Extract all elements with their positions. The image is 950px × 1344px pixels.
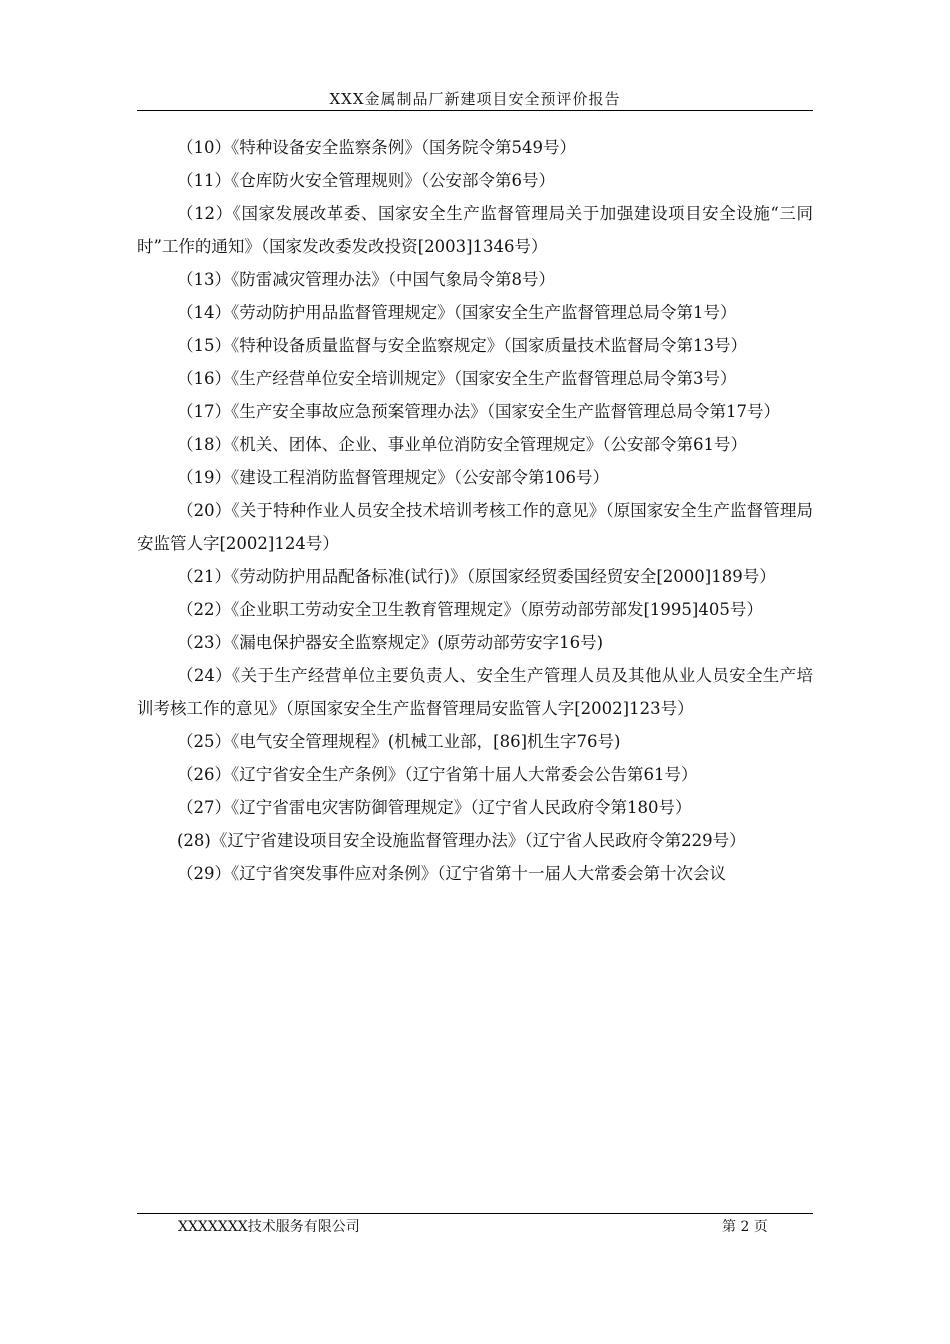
list-item: （27）《辽宁省雷电灾害防御管理规定》（辽宁省人民政府令第180号） <box>177 798 692 817</box>
list-item: （23）《漏电保护器安全监察规定》(原劳动部劳安字16号) <box>177 633 604 652</box>
list-item: （12）《国家发展改革委、国家安全生产监督管理局关于加强建设项目安全设施“三同时”工作的通知》（国家发改委发改投资[2003]1346号） <box>137 204 813 256</box>
list-item: （17）《生产安全事故应急预案管理办法》（国家安全生产监督管理总局令第17号） <box>177 402 780 421</box>
list-item: （29）《辽宁省突发事件应对条例》（辽宁省第十一届人大常委会第十次会议 <box>177 864 726 883</box>
footer-company-name: XXXXXXX技术服务有限公司 <box>178 1219 360 1235</box>
list-item: （13）《防雷减灾管理办法》（中国气象局令第8号） <box>177 270 555 289</box>
page-header-title: XXX金属制品厂新建项目安全预评价报告 <box>329 90 621 108</box>
list-item: （24）《关于生产经营单位主要负责人、安全生产管理人员及其他从业人员安全生产培训考核工作的意见》（原国家安全生产监督管理局安监管人字[2002]123号） <box>137 666 813 718</box>
page-number: 第 2 页 <box>722 1219 768 1235</box>
list-item: (28)《辽宁省建设项目安全设施监督管理办法》（辽宁省人民政府令第229号） <box>177 831 746 850</box>
list-item: （26）《辽宁省安全生产条例》（辽宁省第十届人大常委会公告第61号） <box>177 765 698 784</box>
list-item: （11）《仓库防火安全管理规则》（公安部令第6号） <box>177 171 555 190</box>
list-item: （21）《劳动防护用品配备标准(试行)》（原国家经贸委国经贸安全[2000]189号） <box>177 567 776 586</box>
list-item: （19）《建设工程消防监督管理规定》（公安部令第106号） <box>177 468 609 487</box>
footer-divider <box>137 1213 813 1214</box>
list-item: （20）《关于特种作业人员安全技术培训考核工作的意见》（原国家安全生产监督管理局安监管人字[2002]124号） <box>137 501 813 553</box>
header-divider <box>137 110 813 111</box>
list-item: （10）《特种设备安全监察条例》（国务院令第549号） <box>177 138 576 157</box>
list-item: （15）《特种设备质量监督与安全监察规定》（国家质量技术监督局令第13号） <box>177 336 747 355</box>
list-item: （16）《生产经营单位安全培训规定》（国家安全生产监督管理总局令第3号） <box>177 369 737 388</box>
list-item: （18）《机关、团体、企业、事业单位消防安全管理规定》（公安部令第61号） <box>177 435 747 454</box>
list-item: （14）《劳动防护用品监督管理规定》（国家安全生产监督管理总局令第1号） <box>177 303 737 322</box>
list-item: （25）《电气安全管理规程》(机械工业部，[86]机生字76号) <box>177 732 621 751</box>
regulation-list <box>137 131 813 890</box>
list-item: （22）《企业职工劳动安全卫生教育管理规定》（原劳动部劳部发[1995]405号） <box>177 600 763 619</box>
